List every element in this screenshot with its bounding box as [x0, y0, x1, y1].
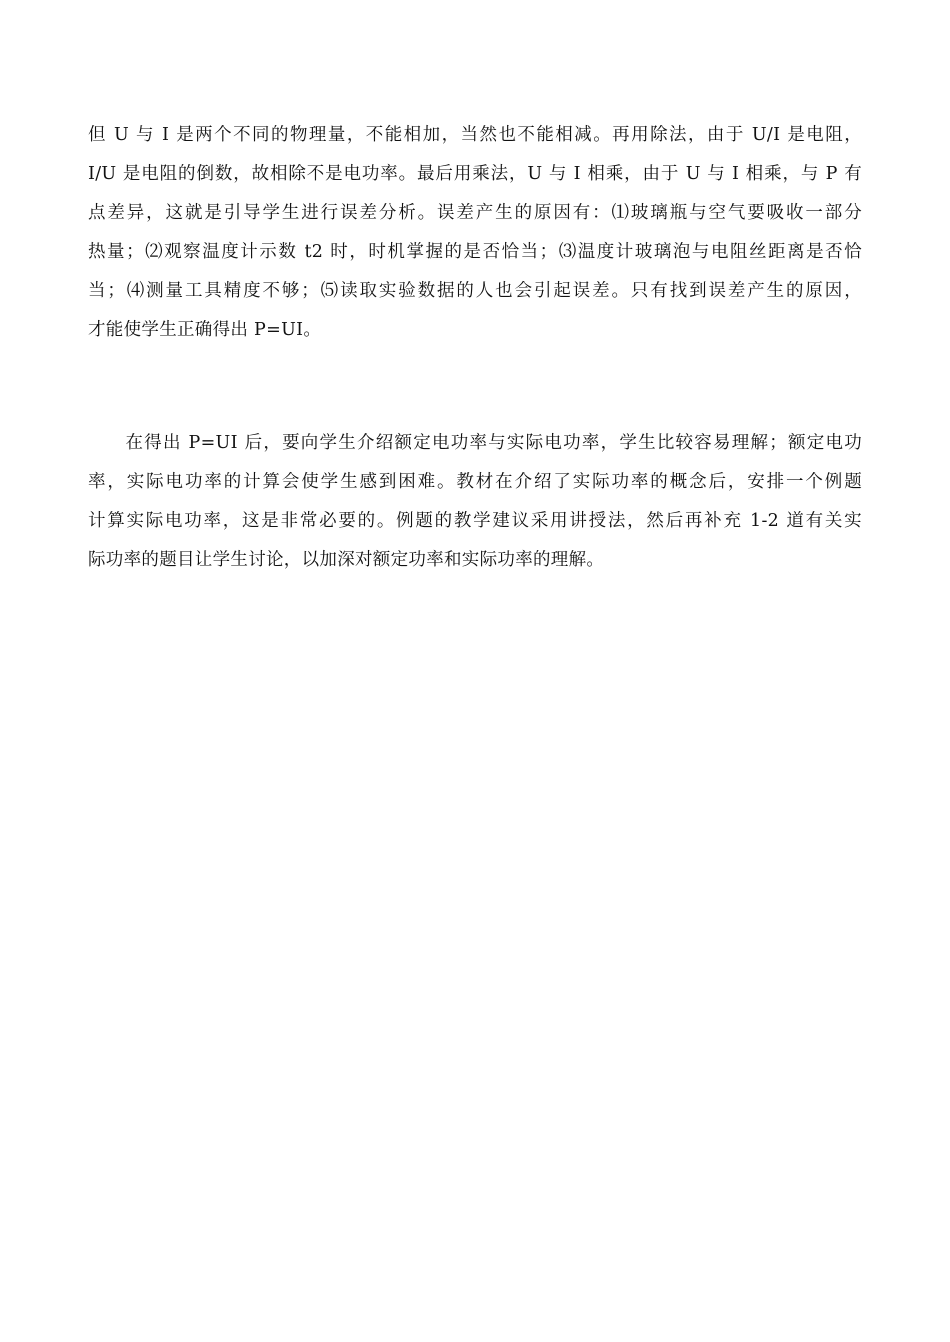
paragraph-line: 才能使学生正确得出 P=UI。	[88, 320, 322, 340]
paragraph-line: 在得出 P=UI 后，要向学生介绍额定电功率与实际电功率，学生比较容易理解；额定电功	[88, 433, 862, 453]
paragraph-line: I/U 是电阻的倒数，故相除不是电功率。最后用乘法，U 与 I 相乘，由于 U 与 I 相乘，与 P 有	[88, 164, 862, 184]
paragraph-line: 率，实际电功率的计算会使学生感到困难。教材在介绍了实际功率的概念后，安排一个例题	[88, 472, 862, 492]
paragraph-line: 计算实际电功率，这是非常必要的。例题的教学建议采用讲授法，然后再补充 1-2 道有关实	[88, 511, 862, 531]
paragraph-line: 当；⑷测量工具精度不够；⑸读取实验数据的人也会引起误差。只有找到误差产生的原因，	[88, 281, 862, 301]
paragraph-line: 但 U 与 I 是两个不同的物理量，不能相加，当然也不能相减。再用除法，由于 U/I 是电阻，	[88, 125, 862, 145]
paragraph-error-analysis	[88, 116, 862, 350]
paragraph-line: 热量；⑵观察温度计示数 t2 时，时机掌握的是否恰当；⑶温度计玻璃泡与电阻丝距离是否恰	[88, 242, 862, 262]
paragraph-rated-power	[88, 424, 862, 580]
paragraph-line: 点差异，这就是引导学生进行误差分析。误差产生的原因有：⑴玻璃瓶与空气要吸收一部分	[88, 203, 862, 223]
paragraph-line: 际功率的题目让学生讨论，以加深对额定功率和实际功率的理解。	[88, 550, 605, 570]
